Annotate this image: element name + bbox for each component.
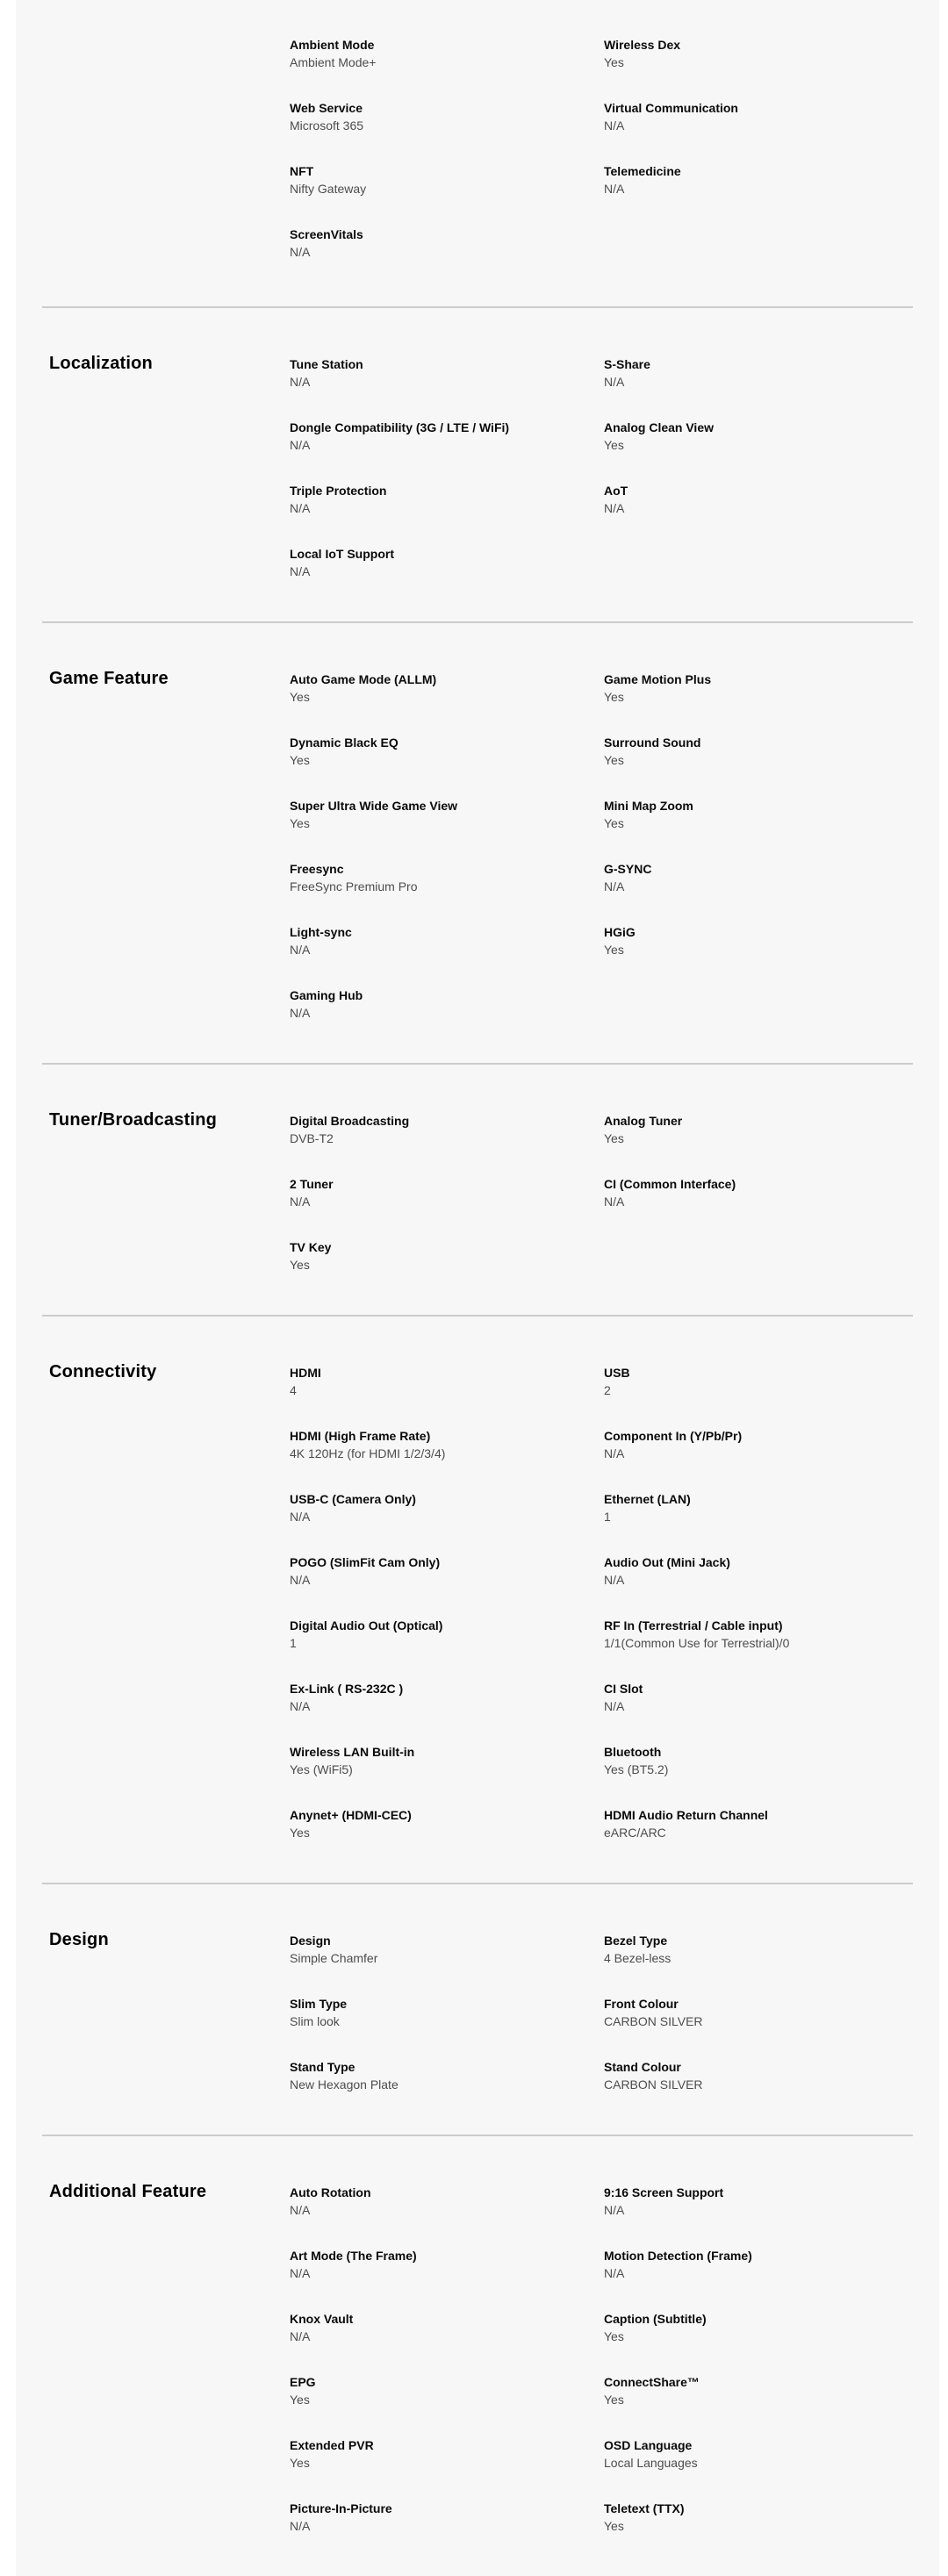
spec-value: 1 [604, 1510, 611, 1524]
spec-value: 4K 120Hz (for HDMI 1/2/3/4) [290, 1446, 446, 1460]
spec-value: N/A [604, 501, 625, 515]
spec-cell [604, 419, 913, 454]
spec-row [290, 1932, 913, 1967]
spec-value: N/A [604, 182, 625, 196]
spec-row [290, 1743, 913, 1778]
spec-label: Local IoT Support [290, 547, 394, 561]
specs-panel [16, 0, 939, 2576]
spec-label: Art Mode (The Frame) [290, 2249, 417, 2263]
spec-cell [604, 2500, 913, 2535]
spec-value: Yes [290, 816, 310, 830]
spec-label: Slim Type [290, 1997, 348, 2011]
spec-row [290, 987, 913, 1022]
spec-cell [604, 162, 913, 197]
section-rows [290, 1932, 913, 2121]
spec-label: EPG [290, 2375, 316, 2389]
spec-value: Yes [290, 690, 310, 704]
spec-label: USB-C (Camera Only) [290, 1492, 416, 1506]
spec-value: Yes [604, 943, 624, 957]
spec-row [290, 1806, 913, 1841]
spec-cell [290, 1743, 604, 1778]
spec-cell [604, 2373, 913, 2408]
spec-cell [290, 355, 604, 391]
spec-value: N/A [604, 879, 625, 893]
spec-label: Front Colour [604, 1997, 679, 2011]
spec-value: Yes [604, 753, 624, 767]
spec-row [290, 923, 913, 958]
spec-row [290, 226, 913, 261]
spec-row [290, 2373, 913, 2408]
spec-cell [290, 99, 604, 134]
spec-cell [290, 482, 604, 517]
spec-row [290, 671, 913, 706]
spec-value: N/A [290, 943, 311, 957]
spec-cell [604, 671, 913, 706]
spec-cell [290, 0, 604, 5]
spec-cell [604, 987, 913, 1022]
spec-label: Wireless Dex [604, 38, 681, 52]
spec-row [290, 1995, 913, 2030]
spec-cell [604, 1995, 913, 2030]
spec-cell [290, 36, 604, 71]
spec-value: N/A [290, 564, 311, 578]
spec-cell [290, 1617, 604, 1652]
spec-value: Yes [290, 753, 310, 767]
spec-cell [604, 1490, 913, 1525]
spec-cell [290, 1553, 604, 1589]
spec-cell [604, 355, 913, 391]
spec-cell [290, 797, 604, 832]
spec-value: 2 [604, 1383, 611, 1397]
spec-label: Anynet+ (HDMI-CEC) [290, 1808, 412, 1822]
spec-row [290, 2058, 913, 2093]
spec-value: 1 [290, 1636, 297, 1650]
spec-cell [604, 2436, 913, 2472]
section-rows [290, 1112, 913, 1302]
spec-label: Picture-In-Picture [290, 2501, 392, 2515]
spec-cell [604, 923, 913, 958]
spec-value: 1/1(Common Use for Terrestrial)/0 [604, 1636, 790, 1650]
section-title: Localization [49, 354, 153, 373]
spec-cell [604, 1806, 913, 1841]
spec-label: TV Key [290, 1240, 332, 1254]
spec-label: Digital Audio Out (Optical) [290, 1618, 443, 1632]
section-rows [290, 0, 913, 289]
spec-label: HGiG [604, 925, 636, 939]
spec-cell [604, 1112, 913, 1147]
spec-label: AoT [604, 484, 628, 498]
spec-value: 4 [290, 1383, 297, 1397]
spec-section [42, 1883, 913, 2135]
spec-row [290, 797, 913, 832]
spec-label: Digital Broadcasting [290, 1114, 410, 1128]
spec-cell [604, 1427, 913, 1462]
spec-value: New Hexagon Plate [290, 2077, 399, 2092]
spec-label: Dynamic Black EQ [290, 735, 399, 750]
spec-cell [290, 2058, 604, 2093]
spec-value: Yes [290, 2456, 310, 2470]
spec-label: Teletext (TTX) [604, 2501, 685, 2515]
spec-value: Yes [290, 1258, 310, 1272]
section-title: Tuner/Broadcasting [49, 1110, 218, 1130]
spec-label: Surround Sound [604, 735, 701, 750]
spec-value: CARBON SILVER [604, 2077, 703, 2092]
spec-cell [290, 2310, 604, 2345]
spec-value: Yes [290, 2393, 310, 2407]
spec-row [290, 1490, 913, 1525]
spec-value: N/A [290, 1699, 311, 1713]
spec-label: POGO (SlimFit Cam Only) [290, 1555, 441, 1569]
section-title: Additional Feature [49, 2182, 207, 2201]
spec-row [290, 734, 913, 769]
spec-label: Telemedicine [604, 164, 681, 178]
spec-section [42, 1315, 913, 1883]
spec-value: DVB-T2 [290, 1131, 334, 1145]
spec-row [290, 482, 913, 517]
spec-cell [604, 797, 913, 832]
spec-row [290, 1553, 913, 1589]
spec-value: N/A [604, 2203, 625, 2217]
spec-cell [290, 1932, 604, 1967]
spec-cell [290, 923, 604, 958]
sections [42, 0, 913, 2576]
spec-label: 2 Tuner [290, 1177, 334, 1191]
spec-cell [290, 1238, 604, 1274]
spec-value: Yes (BT5.2) [604, 1762, 669, 1776]
section-rows [290, 671, 913, 1050]
spec-label: HDMI Audio Return Channel [604, 1808, 768, 1822]
spec-cell [290, 1490, 604, 1525]
spec-label: Super Ultra Wide Game View [290, 799, 458, 813]
spec-value: N/A [604, 1699, 625, 1713]
spec-label: HDMI (High Frame Rate) [290, 1429, 431, 1443]
spec-cell [604, 2184, 913, 2219]
spec-cell [290, 1680, 604, 1715]
spec-cell [604, 2247, 913, 2282]
spec-cell [604, 1364, 913, 1399]
spec-cell [290, 419, 604, 454]
spec-row [290, 419, 913, 454]
spec-label: ScreenVitals [290, 227, 363, 241]
spec-label: Triple Protection [290, 484, 387, 498]
section-title: Design [49, 1930, 109, 1949]
spec-label: Stand Type [290, 2060, 356, 2074]
spec-label: Design [290, 1934, 331, 1948]
section-rows [290, 2184, 913, 2563]
section-title: Connectivity [49, 1362, 157, 1381]
spec-cell [290, 545, 604, 580]
spec-value: N/A [290, 375, 311, 389]
spec-label: Auto Rotation [290, 2185, 371, 2199]
spec-cell [604, 99, 913, 134]
spec-value: N/A [290, 2329, 311, 2343]
spec-label: RF In (Terrestrial / Cable input) [604, 1618, 783, 1632]
spec-cell [604, 1680, 913, 1715]
spec-row [290, 2500, 913, 2535]
spec-label: Caption (Subtitle) [604, 2312, 707, 2326]
spec-label: Ambient Mode [290, 38, 375, 52]
spec-label: Component In (Y/Pb/Pr) [604, 1429, 743, 1443]
spec-value: N/A [290, 1006, 311, 1020]
spec-section [42, 1063, 913, 1315]
spec-value: Yes [604, 438, 624, 452]
spec-value: Yes [604, 55, 624, 69]
spec-row [290, 1238, 913, 1274]
spec-cell [604, 1175, 913, 1210]
spec-row [290, 162, 913, 197]
spec-row [290, 1175, 913, 1210]
spec-value: Slim look [290, 2014, 340, 2028]
spec-cell [290, 2247, 604, 2282]
spec-cell [290, 2436, 604, 2472]
spec-cell [290, 1175, 604, 1210]
spec-label: S-Share [604, 357, 650, 371]
spec-cell [290, 1427, 604, 1462]
spec-value: Microsoft 365 [290, 118, 364, 133]
spec-label: Extended PVR [290, 2438, 374, 2452]
spec-value: Yes [604, 2519, 624, 2533]
spec-cell [604, 0, 913, 5]
spec-row [290, 2247, 913, 2282]
spec-cell [604, 482, 913, 517]
spec-value: Simple Chamfer [290, 1951, 378, 1965]
spec-cell [604, 860, 913, 895]
spec-value: N/A [604, 1195, 625, 1209]
spec-cell [604, 1743, 913, 1778]
spec-cell [604, 545, 913, 580]
spec-row [290, 99, 913, 134]
spec-value: 4 Bezel-less [604, 1951, 672, 1965]
spec-label: Audio Out (Mini Jack) [604, 1555, 730, 1569]
spec-value: N/A [290, 438, 311, 452]
spec-value: N/A [604, 1446, 625, 1460]
spec-section [42, 0, 913, 306]
spec-cell [604, 2310, 913, 2345]
spec-row [290, 860, 913, 895]
spec-value: N/A [290, 1573, 311, 1587]
spec-cell [604, 734, 913, 769]
spec-value: N/A [604, 1573, 625, 1587]
spec-label: Bluetooth [604, 1745, 662, 1759]
spec-value: Yes [604, 2329, 624, 2343]
spec-row [290, 1112, 913, 1147]
spec-value: N/A [290, 2266, 311, 2280]
spec-label: Analog Tuner [604, 1114, 683, 1128]
spec-label: CI (Common Interface) [604, 1177, 736, 1191]
spec-value: Yes [604, 2393, 624, 2407]
spec-value: N/A [290, 501, 311, 515]
section-title: Game Feature [49, 669, 169, 688]
spec-value: N/A [290, 245, 311, 259]
spec-cell [604, 36, 913, 71]
spec-label: Web Service [290, 101, 363, 115]
spec-label: Freesync [290, 862, 344, 876]
spec-row [290, 2436, 913, 2472]
spec-section [42, 2135, 913, 2576]
spec-label: Game Motion Plus [604, 672, 712, 686]
section-rows [290, 1364, 913, 1869]
spec-label: HDMI [290, 1366, 321, 1380]
spec-label: Gaming Hub [290, 988, 363, 1002]
spec-cell [290, 162, 604, 197]
spec-label: Virtual Communication [604, 101, 738, 115]
spec-cell [604, 2058, 913, 2093]
spec-value: N/A [290, 1510, 311, 1524]
spec-value: N/A [604, 375, 625, 389]
spec-label: Wireless LAN Built-in [290, 1745, 415, 1759]
spec-label: OSD Language [604, 2438, 693, 2452]
spec-label: ConnectShare™ [604, 2375, 700, 2389]
spec-value: Ambient Mode+ [290, 55, 377, 69]
spec-row [290, 2184, 913, 2219]
spec-label: CI Slot [604, 1682, 643, 1696]
spec-label: Tune Station [290, 357, 363, 371]
spec-value: Nifty Gateway [290, 182, 367, 196]
spec-cell [604, 1238, 913, 1274]
spec-value: Yes (WiFi5) [290, 1762, 353, 1776]
spec-cell [290, 2500, 604, 2535]
spec-label: USB [604, 1366, 630, 1380]
spec-row [290, 355, 913, 391]
section-rows [290, 355, 913, 608]
spec-label: Ex-Link ( RS-232C ) [290, 1682, 404, 1696]
spec-row [290, 1617, 913, 1652]
spec-label: Light-sync [290, 925, 352, 939]
spec-cell [604, 1553, 913, 1589]
spec-row [290, 1427, 913, 1462]
spec-label: 9:16 Screen Support [604, 2185, 724, 2199]
spec-cell [290, 734, 604, 769]
spec-label: NFT [290, 164, 314, 178]
spec-value: N/A [604, 118, 625, 133]
spec-label: G-SYNC [604, 862, 652, 876]
spec-row [290, 0, 913, 5]
spec-label: Motion Detection (Frame) [604, 2249, 752, 2263]
spec-cell [604, 1617, 913, 1652]
spec-label: Mini Map Zoom [604, 799, 693, 813]
spec-label: Knox Vault [290, 2312, 354, 2326]
spec-row [290, 1680, 913, 1715]
spec-value: FreeSync Premium Pro [290, 879, 418, 893]
spec-row [290, 36, 913, 71]
spec-cell [290, 987, 604, 1022]
spec-value: Yes [604, 1131, 624, 1145]
spec-section [42, 306, 913, 621]
spec-cell [290, 2373, 604, 2408]
spec-label: Analog Clean View [604, 420, 714, 434]
spec-value: Local Languages [604, 2456, 698, 2470]
spec-cell [290, 860, 604, 895]
spec-value: Yes [290, 1826, 310, 1840]
spec-value: eARC/ARC [604, 1826, 666, 1840]
spec-cell [290, 1995, 604, 2030]
spec-value: Yes [604, 690, 624, 704]
spec-cell [604, 226, 913, 261]
spec-cell [290, 2184, 604, 2219]
spec-row [290, 1364, 913, 1399]
spec-cell [604, 1932, 913, 1967]
spec-label: Bezel Type [604, 1934, 668, 1948]
spec-value: Yes [604, 816, 624, 830]
spec-cell [290, 1806, 604, 1841]
spec-cell [290, 671, 604, 706]
spec-label: Stand Colour [604, 2060, 681, 2074]
spec-value: N/A [290, 2203, 311, 2217]
spec-label: Auto Game Mode (ALLM) [290, 672, 437, 686]
spec-label: Ethernet (LAN) [604, 1492, 691, 1506]
spec-value: N/A [604, 2266, 625, 2280]
spec-value: N/A [290, 2519, 311, 2533]
spec-row [290, 2310, 913, 2345]
spec-section [42, 621, 913, 1063]
spec-value: CARBON SILVER [604, 2014, 703, 2028]
spec-label: Dongle Compatibility (3G / LTE / WiFi) [290, 420, 510, 434]
spec-row [290, 545, 913, 580]
spec-cell [290, 1112, 604, 1147]
spec-cell [290, 1364, 604, 1399]
spec-cell [290, 226, 604, 261]
spec-value: N/A [290, 1195, 311, 1209]
